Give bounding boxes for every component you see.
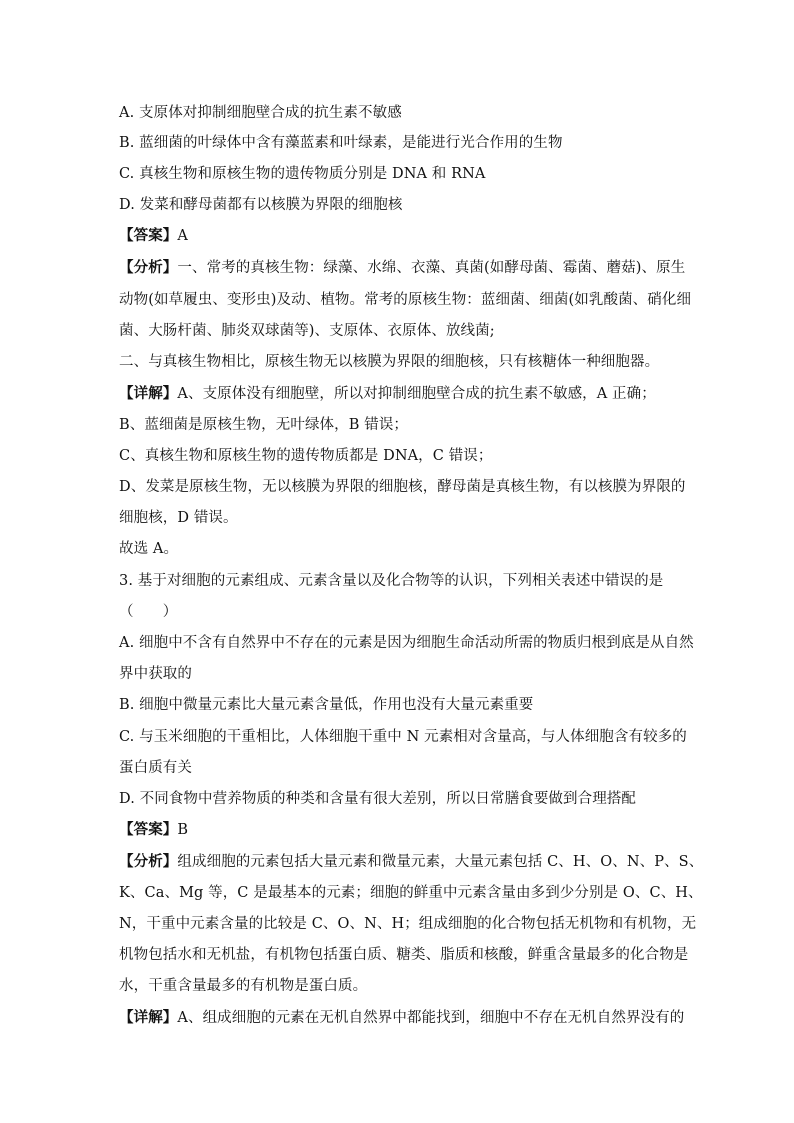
q2-detail-line	[119, 384, 656, 404]
answer-tag: 【答案】	[119, 821, 178, 838]
detail-text: A、组成细胞的元素在无机自然界中都能找到，细胞中不存在无机自然界没有的	[177, 1010, 685, 1026]
q2-conclusion: 故选 A。	[119, 541, 179, 557]
q3-stem: 3. 基于对细胞的元素组成、元素含量以及化合物等的认识，下列相关表述中错误的是	[119, 573, 664, 589]
q3-analysis-line: N，干重中元素含量的比较是 C、O、N、H；组成细胞的化合物包括无机物和有机物，无	[119, 916, 697, 932]
q3-analysis-line: 机物包括水和无机盐，有机物包括蛋白质、糖类、脂质和核酸，鲜重含量最多的化合物是	[119, 947, 689, 963]
q2-option-a: A. 支原体对抑制细胞壁合成的抗生素不敏感	[119, 105, 402, 121]
analysis-text: 一、常考的真核生物：绿藻、水绵、衣藻、真菌(如酵母菌、霉菌、蘑菇)、原生	[177, 260, 686, 276]
q2-analysis-line: 动物(如草履虫、变形虫)及动、植物。常考的原核生物：蓝细菌、细菌(如乳酸菌、硝化细	[119, 292, 692, 308]
detail-tag: 【详解】	[119, 1009, 178, 1026]
q2-analysis-line	[119, 258, 685, 278]
q3-option-d: D. 不同食物中营养物质的种类和含量有很大差别，所以日常膳食要做到合理搭配	[119, 791, 637, 807]
q3-detail-line	[119, 1008, 684, 1028]
q2-detail-line: 细胞核，D 错误。	[119, 510, 238, 526]
q2-analysis-line: 二、与真核生物相比，原核生物无以核膜为界限的细胞核，只有核糖体一种细胞器。	[119, 354, 660, 370]
answer-tag: 【答案】	[119, 227, 178, 244]
q3-option-c-cont: 蛋白质有关	[119, 760, 192, 776]
q3-stem-blank: （ ）	[119, 604, 178, 620]
q2-detail-line: C、真核生物和原核生物的遗传物质都是 DNA，C 错误；	[119, 448, 493, 464]
q3-analysis-line: K、Ca、Mg 等，C 是最基本的元素；细胞的鲜重中元素含量由多到少分别是 O、C、H、	[119, 885, 703, 901]
answer-value: A	[177, 228, 188, 244]
detail-text: A、支原体没有细胞壁，所以对抑制细胞壁合成的抗生素不敏感，A 正确；	[177, 386, 656, 402]
analysis-tag: 【分析】	[119, 853, 178, 870]
q2-answer	[119, 226, 188, 246]
q2-detail-line: D、发菜是原核生物，无以核膜为界限的细胞核，酵母菌是真核生物，有以核膜为界限的	[119, 479, 686, 495]
q2-option-c: C. 真核生物和原核生物的遗传物质分别是 DNA 和 RNA	[119, 166, 486, 182]
q3-option-b: B. 细胞中微量元素比大量元素含量低，作用也没有大量元素重要	[119, 697, 534, 713]
analysis-tag: 【分析】	[119, 259, 178, 276]
q3-answer	[119, 820, 188, 840]
q2-analysis-line: 菌、大肠杆菌、肺炎双球菌等)、支原体、衣原体、放线菌;	[119, 323, 495, 339]
q3-option-c: C. 与玉米细胞的干重相比，人体细胞干重中 N 元素相对含量高，与人体细胞含有较多的	[119, 729, 687, 745]
analysis-text: 组成细胞的元素包括大量元素和微量元素，大量元素包括 C、H、O、N、P、S、	[177, 854, 704, 870]
q3-analysis-line	[119, 852, 703, 872]
q3-option-a-cont: 界中获取的	[119, 666, 192, 682]
answer-value: B	[177, 822, 189, 838]
detail-tag: 【详解】	[119, 385, 178, 402]
q2-option-d: D. 发菜和酵母菌都有以核膜为界限的细胞核	[119, 197, 403, 213]
q2-option-b: B. 蓝细菌的叶绿体中含有藻蓝素和叶绿素，是能进行光合作用的生物	[119, 135, 563, 151]
q3-analysis-line: 水，干重含量最多的有机物是蛋白质。	[119, 978, 368, 994]
q2-detail-line: B、蓝细菌是原核生物，无叶绿体，B 错误；	[119, 417, 409, 433]
q3-option-a: A. 细胞中不含有自然界中不存在的元素是因为细胞生命活动所需的物质归根到底是从自然	[119, 635, 694, 651]
